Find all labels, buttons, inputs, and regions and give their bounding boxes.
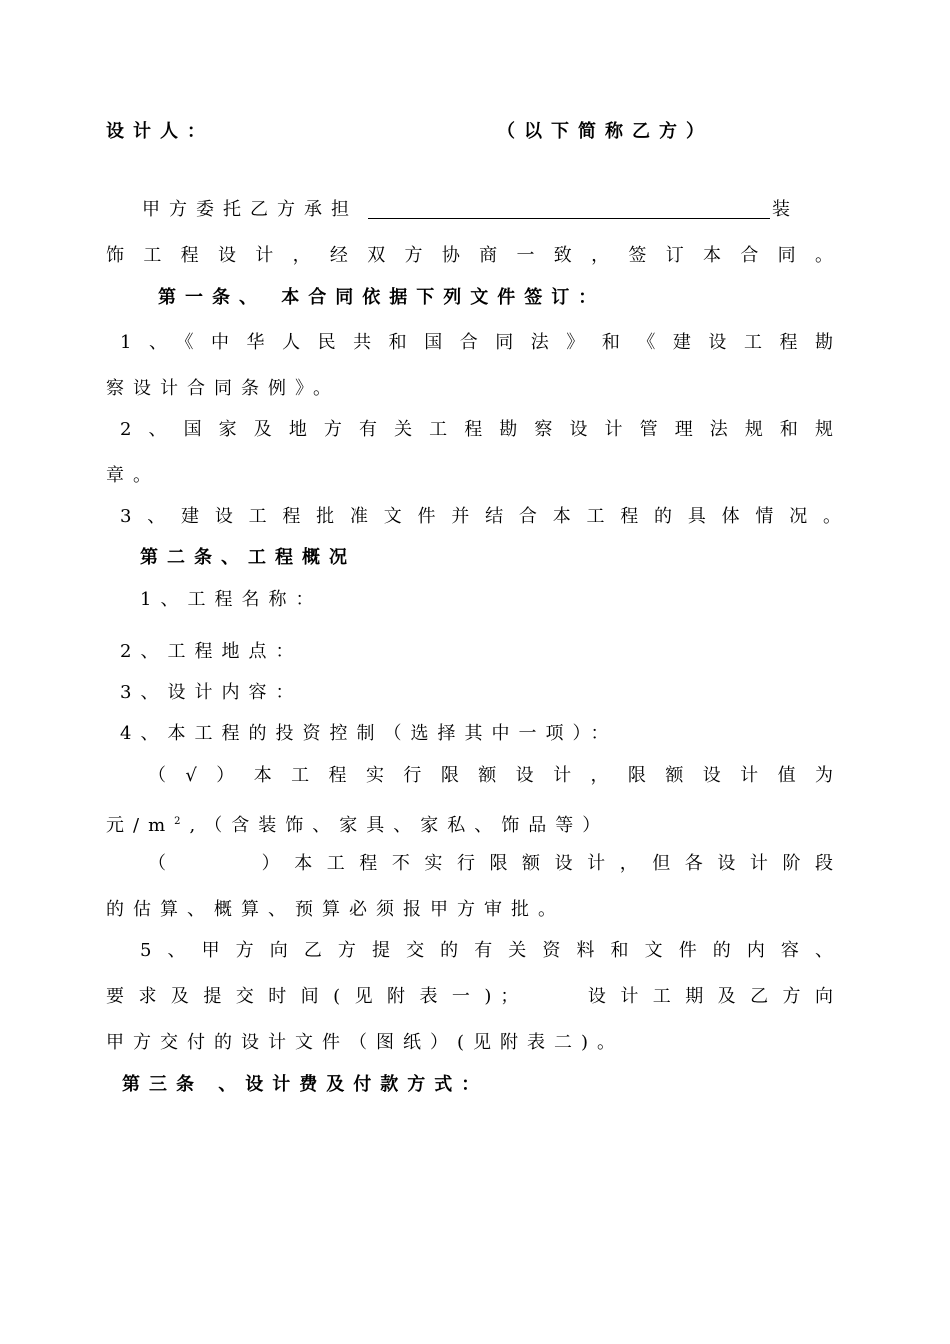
article-2-title: 第二条、工程概况	[140, 547, 356, 568]
intro-prefix: 甲方委托乙方承担	[142, 199, 358, 220]
option-2-line-1: （ ）本工程不实行限额设计，但各设计阶段	[148, 853, 842, 874]
article-1-item-2-line-1: 2、国家及地方有关工程勘察设计管理法规和规	[120, 419, 842, 440]
option-1-line-2	[106, 810, 609, 838]
project-name-blank	[368, 198, 770, 219]
intro-line-2: 饰工程设计，经双方协商一致，签订本合同。	[106, 245, 842, 266]
article-2-item-3: 3、设计内容：	[120, 682, 303, 703]
designer-label: 设计人：	[106, 121, 214, 142]
article-1-item-2-line-2: 章。	[106, 465, 160, 486]
option-2-line-2: 的估算、概算、预算必须报甲方审批。	[106, 899, 565, 920]
article-1-item-1-line-2: 察设计合同条例》。	[106, 378, 340, 399]
unit-text: 元/m	[106, 815, 175, 836]
article-2-item-4: 4、本工程的投资控制（选择其中一项）：	[120, 723, 618, 744]
article-2-item-5-line-1: 5、甲方向乙方提交的有关资料和文件的内容、	[140, 940, 842, 961]
article-3-title: 第三条 、设计费及付款方式：	[122, 1074, 489, 1095]
option-1-line-1: （√）本工程实行限额设计，限额设计值为	[148, 765, 842, 786]
intro-line-1	[142, 198, 799, 222]
intro-suffix: 装	[772, 199, 799, 220]
article-2-item-5-line-3: 甲方交付的设计文件（图纸）(见附表二)。	[106, 1032, 625, 1053]
article-1-item-3: 3、建设工程批准文件并结合本工程的具体情况。	[120, 506, 850, 527]
article-2-item-2: 2、工程地点：	[120, 641, 303, 662]
article-1-title: 第一条、 本合同依据下列文件签订：	[158, 287, 606, 308]
article-2-item-1: 1、工程名称：	[140, 589, 323, 610]
article-2-item-5-line-2: 要求及提交时间(见附表一)； 设计工期及乙方向	[106, 986, 842, 1007]
designer-alias: （以下简称乙方）	[497, 121, 713, 142]
option-1-included-items: ,（含装饰、家具、家私、饰品等）	[189, 815, 610, 836]
article-1-item-1-line-1: 1、《中华人民共和国合同法》和《建设工程勘	[120, 332, 842, 353]
unit-superscript: 2	[174, 816, 190, 827]
